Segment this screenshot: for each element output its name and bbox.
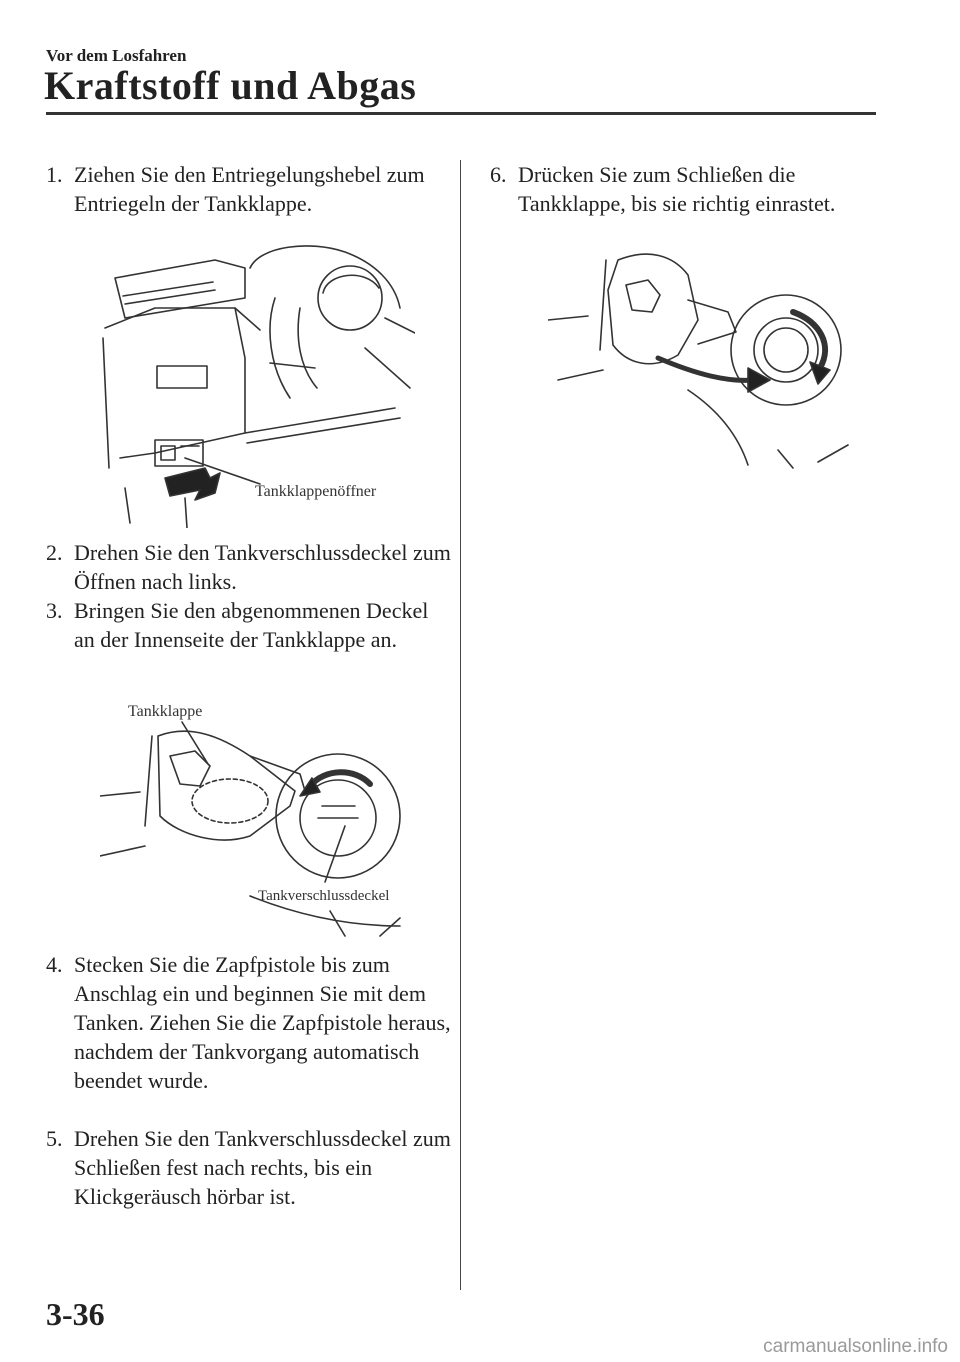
step-2 xyxy=(46,538,454,596)
rotate-left-arrow-icon xyxy=(300,772,370,796)
step-text: Drehen Sie den Tankverschlussdeckel zum Schließen fest nach rechts, bis ein Klickgeräusch hörbar ist. xyxy=(74,1126,451,1209)
step-1 xyxy=(46,160,454,218)
section-label: Vor dem Losfahren xyxy=(46,46,187,65)
rotate-right-arrow-icon xyxy=(793,312,830,384)
label-fuel-flap: Tankklappe xyxy=(128,703,203,720)
fuel-flap-drawing xyxy=(145,731,305,840)
chapter-title: Kraftstoff und Abgas xyxy=(44,63,417,108)
step-4 xyxy=(46,950,454,1095)
step-text: Drücken Sie zum Schließen die Tankklappe, bis sie richtig einrastet. xyxy=(518,162,836,216)
label-fuel-lid-opener: Tankklappenöffner xyxy=(255,483,377,500)
page-number: 3-36 xyxy=(46,1296,105,1332)
step-number: 2. xyxy=(46,540,63,565)
fuel-flap-drawing xyxy=(600,254,736,364)
step-6 xyxy=(490,160,898,218)
step-text: Bringen Sie den abgenommenen Deckel an der Innenseite der Tankklappe an. xyxy=(74,598,429,652)
figure-close-flap xyxy=(548,240,858,472)
step-number: 4. xyxy=(46,952,63,977)
dashboard-drawing xyxy=(103,246,415,468)
step-text: Stecken Sie die Zapfpistole bis zum Anschlag ein und beginnen Sie mit dem Tanken. Ziehen Sie die Zapfpistole heraus, nachdem der Tankvorgang automatisch beendet wurde. xyxy=(74,952,451,1093)
figure-fuel-cap xyxy=(100,696,420,946)
figure-fuel-lid-opener xyxy=(95,238,415,528)
column-divider xyxy=(460,160,461,1290)
step-3 xyxy=(46,596,454,654)
step-number: 1. xyxy=(46,162,63,187)
step-number: 5. xyxy=(46,1126,63,1151)
step-5 xyxy=(46,1124,454,1211)
callout-line xyxy=(182,722,208,764)
step-text: Ziehen Sie den Entriegelungshebel zum Entriegeln der Tankklappe. xyxy=(74,162,425,216)
pull-arrow-icon xyxy=(165,468,220,500)
title-rule xyxy=(46,112,876,115)
label-fuel-cap: Tankverschlussdeckel xyxy=(258,888,390,904)
watermark: carmanualsonline.info xyxy=(763,1336,948,1357)
step-text: Drehen Sie den Tankverschlussdeckel zum Öffnen nach links. xyxy=(74,540,451,594)
close-arrow-icon xyxy=(658,358,770,392)
step-number: 3. xyxy=(46,598,63,623)
step-number: 6. xyxy=(490,162,507,187)
